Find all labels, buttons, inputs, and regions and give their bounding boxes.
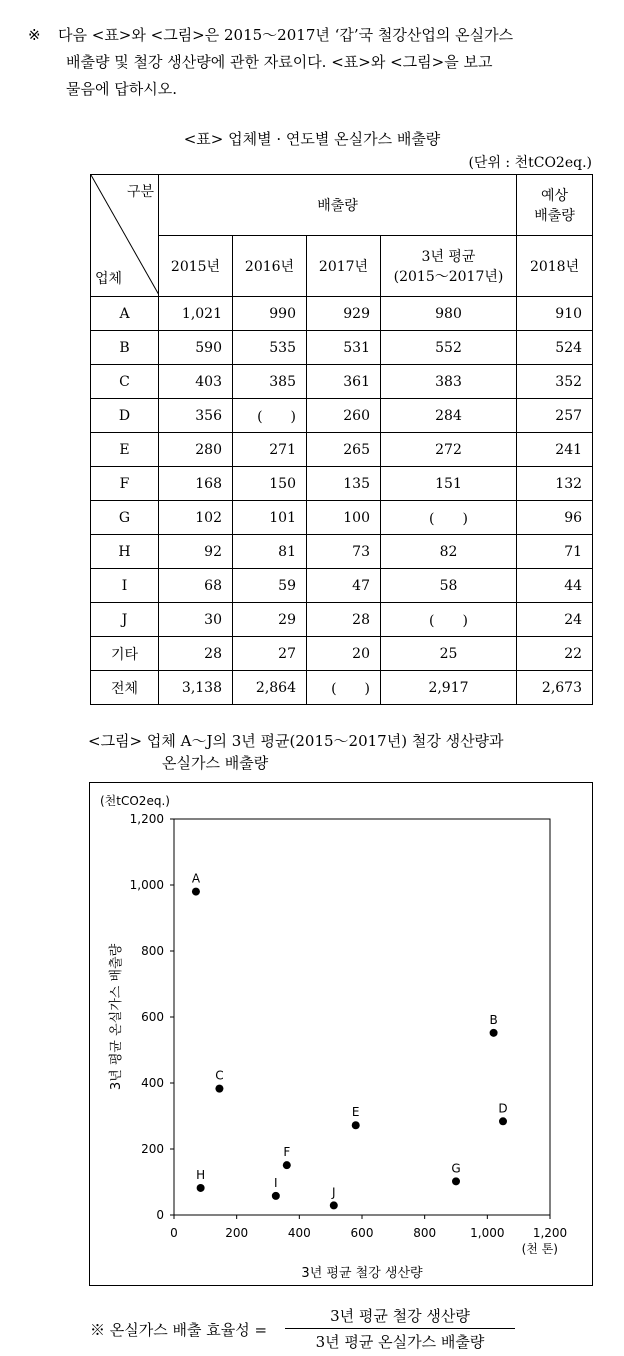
cell-2015: 168 <box>159 467 233 501</box>
y-tick-label: 800 <box>141 944 164 958</box>
row-name: I <box>91 569 159 603</box>
cell-2016: 101 <box>233 501 307 535</box>
cell-2016: 271 <box>233 433 307 467</box>
corner-cell <box>91 175 159 297</box>
point-label-h: H <box>196 1167 206 1182</box>
row-name: H <box>91 535 159 569</box>
cell-2017: 73 <box>307 535 381 569</box>
y-axis-label: 3년 평균 온실가스 배출량 <box>109 943 124 1091</box>
cell-avg: 82 <box>381 535 517 569</box>
col-header-2015: 2015년 <box>159 236 233 297</box>
x-axis-label: 3년 평균 철강 생산량 <box>301 1266 423 1281</box>
data-point-d <box>499 1117 507 1125</box>
table-unit: (단위 : 천tCO2eq.) <box>468 155 592 171</box>
cell-2015: 30 <box>159 603 233 637</box>
point-label-f: F <box>283 1145 291 1160</box>
cell-2018: 44 <box>517 569 593 603</box>
cell-2016: 59 <box>233 569 307 603</box>
cell-2017: 531 <box>307 331 381 365</box>
cell-avg: 980 <box>381 297 517 331</box>
question-intro <box>20 22 600 103</box>
point-label-c: C <box>215 1068 224 1083</box>
x-tick-label: 600 <box>350 1226 374 1240</box>
col-header-avg <box>381 236 517 297</box>
cell-avg: 284 <box>381 399 517 433</box>
intro-line-3: 물음에 답하시오. <box>66 80 177 98</box>
x-tick-label: 0 <box>170 1226 178 1240</box>
intro-line-2: 배출량 및 철강 생산량에 관한 자료이다. <표>와 <그림>을 보고 <box>66 53 493 71</box>
point-label-e: E <box>351 1105 360 1120</box>
row-name: F <box>91 467 159 501</box>
cell-2018: 22 <box>517 637 593 671</box>
intro-line-1: 다음 <표>와 <그림>은 2015～2017년 ‘갑’국 철강산업의 온실가스 <box>58 26 514 44</box>
cell-2017: 135 <box>307 467 381 501</box>
table-row <box>91 331 593 365</box>
col-header-2017: 2017년 <box>307 236 381 297</box>
point-label-b: B <box>489 1012 498 1027</box>
point-label-d: D <box>498 1101 508 1116</box>
formula-denominator: 3년 평균 온실가스 배출량 <box>315 1333 485 1351</box>
x-tick-label: 1,200 <box>532 1226 568 1240</box>
data-point-i <box>272 1192 280 1200</box>
cell-2017: 28 <box>307 603 381 637</box>
forecast-header <box>517 175 593 236</box>
corner-bottom-label: 업체 <box>95 271 123 287</box>
table-row <box>91 603 593 637</box>
cell-2015: 590 <box>159 331 233 365</box>
group-header: 배출량 <box>159 175 517 236</box>
corner-top-label: 구분 <box>126 184 154 200</box>
table-row <box>91 399 593 433</box>
table-row <box>91 297 593 331</box>
cell-2015: 92 <box>159 535 233 569</box>
row-name: G <box>91 501 159 535</box>
table-row <box>91 433 593 467</box>
cell-2016: 2,864 <box>233 671 307 705</box>
table-row <box>91 569 593 603</box>
x-tick-label: 800 <box>413 1226 437 1240</box>
y-tick-label: 600 <box>141 1010 164 1024</box>
x-tick-label: 1,000 <box>470 1226 505 1240</box>
cell-2017: 929 <box>307 297 381 331</box>
data-point-h <box>197 1184 205 1192</box>
formula-fraction <box>285 1305 515 1352</box>
cell-2015: 102 <box>159 501 233 535</box>
data-point-b <box>490 1029 498 1037</box>
x-tick-label: 200 <box>225 1226 249 1240</box>
cell-2016: 535 <box>233 331 307 365</box>
cell-2017: 20 <box>307 637 381 671</box>
cell-2018: 241 <box>517 433 593 467</box>
data-point-c <box>215 1085 223 1093</box>
data-point-e <box>352 1121 360 1129</box>
cell-avg: 272 <box>381 433 517 467</box>
table-row <box>91 501 593 535</box>
cell-2017: ( ) <box>307 671 381 705</box>
table-row <box>91 365 593 399</box>
cell-2018: 132 <box>517 467 593 501</box>
row-name: A <box>91 297 159 331</box>
row-name: D <box>91 399 159 433</box>
point-label-j: J <box>332 1185 336 1200</box>
point-label-a: A <box>191 871 201 886</box>
table-row <box>91 637 593 671</box>
formula-label: ※ 온실가스 배출 효율성 = <box>90 1321 268 1339</box>
cell-2016: ( ) <box>233 399 307 433</box>
cell-2018: 24 <box>517 603 593 637</box>
cell-avg: ( ) <box>381 501 517 535</box>
cell-2016: 990 <box>233 297 307 331</box>
cell-2015: 3,138 <box>159 671 233 705</box>
cell-2015: 68 <box>159 569 233 603</box>
y-tick-label: 200 <box>141 1142 164 1156</box>
data-point-j <box>330 1201 338 1209</box>
y-unit-label: (천tCO2eq.) <box>100 794 170 808</box>
cell-2017: 265 <box>307 433 381 467</box>
cell-2015: 403 <box>159 365 233 399</box>
figure-title-line-2: 온실가스 배출량 <box>162 754 269 772</box>
cell-2016: 81 <box>233 535 307 569</box>
cell-2016: 150 <box>233 467 307 501</box>
cell-2018: 352 <box>517 365 593 399</box>
x-tick-label: 400 <box>287 1226 311 1240</box>
cell-2018: 910 <box>517 297 593 331</box>
col-header-avg-text: 3년 평균 (2015～2017년) <box>393 249 504 285</box>
cell-2018: 71 <box>517 535 593 569</box>
cell-2015: 1,021 <box>159 297 233 331</box>
point-label-i: I <box>274 1175 278 1190</box>
table-title: <표> 업체별 · 연도별 온실가스 배출량 <box>183 130 441 148</box>
formula-numerator: 3년 평균 철강 생산량 <box>285 1305 515 1329</box>
forecast-header-text: 예상 배출량 <box>534 188 575 224</box>
x-unit-label: (천 톤) <box>521 1242 558 1256</box>
cell-2018: 524 <box>517 331 593 365</box>
data-point-g <box>452 1177 460 1185</box>
col-header-2016: 2016년 <box>233 236 307 297</box>
row-name: 전체 <box>91 671 159 705</box>
row-name: 기타 <box>91 637 159 671</box>
col-header-2018: 2018년 <box>517 236 593 297</box>
row-name: C <box>91 365 159 399</box>
cell-avg: 58 <box>381 569 517 603</box>
cell-2017: 47 <box>307 569 381 603</box>
cell-avg: 2,917 <box>381 671 517 705</box>
cell-avg: 25 <box>381 637 517 671</box>
cell-2015: 28 <box>159 637 233 671</box>
cell-2017: 260 <box>307 399 381 433</box>
cell-2018: 2,673 <box>517 671 593 705</box>
figure-title-line-1: <그림> 업체 A～J의 3년 평균(2015～2017년) 철강 생산량과 <box>88 732 504 750</box>
cell-2016: 29 <box>233 603 307 637</box>
cell-2016: 27 <box>233 637 307 671</box>
cell-2017: 100 <box>307 501 381 535</box>
y-tick-label: 1,000 <box>129 878 164 892</box>
cell-avg: 552 <box>381 331 517 365</box>
table-row-total <box>91 671 593 705</box>
table-row <box>91 467 593 501</box>
row-name: B <box>91 331 159 365</box>
cell-2017: 361 <box>307 365 381 399</box>
scatter-chart <box>90 783 592 1285</box>
y-tick-label: 400 <box>141 1076 164 1090</box>
cell-avg: 383 <box>381 365 517 399</box>
cell-avg: ( ) <box>381 603 517 637</box>
y-tick-label: 1,200 <box>129 812 164 826</box>
row-name: J <box>91 603 159 637</box>
emissions-table <box>90 174 593 705</box>
data-point-f <box>283 1161 291 1169</box>
cell-2015: 280 <box>159 433 233 467</box>
cell-avg: 151 <box>381 467 517 501</box>
cell-2016: 385 <box>233 365 307 399</box>
figure-title <box>88 730 504 774</box>
cell-2018: 96 <box>517 501 593 535</box>
reference-mark: ※ <box>28 26 41 44</box>
row-name: E <box>91 433 159 467</box>
cell-2015: 356 <box>159 399 233 433</box>
table-row <box>91 535 593 569</box>
point-label-g: G <box>451 1161 461 1176</box>
scatter-chart-frame <box>89 782 593 1286</box>
y-tick-label: 0 <box>156 1208 164 1222</box>
data-point-a <box>192 888 200 896</box>
cell-2018: 257 <box>517 399 593 433</box>
